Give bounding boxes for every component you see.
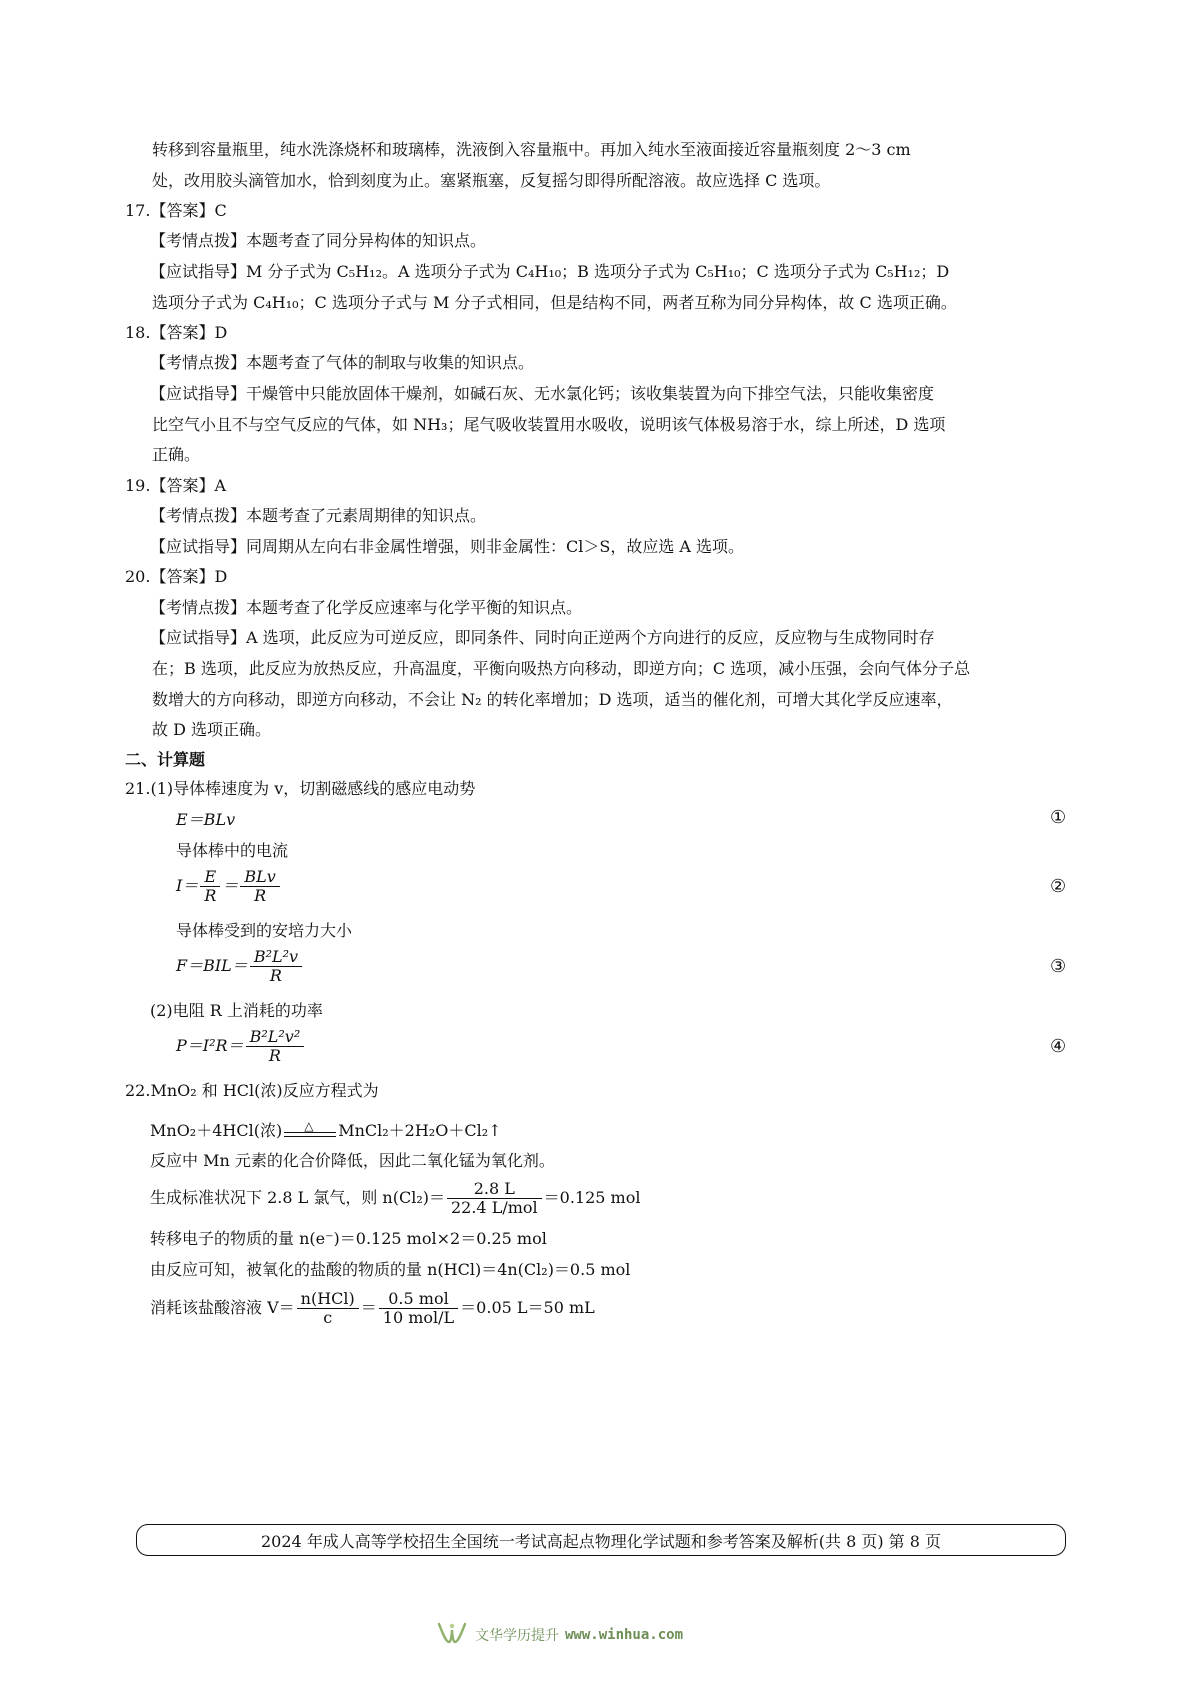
hint-19: 【考情点拨】本题考查了元素周期律的知识点。 xyxy=(150,506,487,525)
hint-17: 【考情点拨】本题考查了同分异构体的知识点。 xyxy=(150,231,487,250)
q22-reaction-equation: MnO₂＋4HCl(浓) △ MnCl₂＋2H₂O＋Cl₂↑ xyxy=(150,1118,502,1140)
watermark-url[interactable]: www.winhua.com xyxy=(565,1627,684,1643)
watermark xyxy=(437,1620,683,1650)
para-line: 转移到容量瓶里，纯水洗涤烧杯和玻璃棒，洗液倒入容量瓶中。再加入纯水至液面接近容量瓶刻度 2～3 cm xyxy=(152,140,911,159)
footer-text: 2024 年成人高等学校招生全国统一考试高起点物理化学试题和参考答案及解析(共 8 页) 第 8 页 xyxy=(260,1532,942,1551)
equation-number-4: ④ xyxy=(1050,1036,1067,1057)
q22-oxidizer-text: 反应中 Mn 元素的化合价降低，因此二氧化锰为氧化剂。 xyxy=(150,1151,555,1170)
answer-19: 19.【答案】A xyxy=(125,476,227,495)
guide-18-line1: 【应试指导】干燥管中只能放固体干燥剂，如碱石灰、无水氯化钙；该收集装置为向下排空气法，只能收集密度 xyxy=(150,384,935,403)
heating-condition-mark: △ xyxy=(282,1125,338,1139)
page-footer xyxy=(136,1524,1066,1556)
hint-18: 【考情点拨】本题考查了气体的制取与收集的知识点。 xyxy=(150,353,535,372)
equation-number-1: ① xyxy=(1050,807,1067,828)
formula-power: P＝I²R＝ $\frac{\text{B²L²v²}}{R}$ xyxy=(176,1026,306,1066)
watermark-text: 文华学历提升 xyxy=(475,1628,559,1644)
guide-19-line1: 【应试指导】同周期从左向右非金属性增强，则非金属性：Cl＞S，故应选 A 选项。 xyxy=(150,537,745,556)
guide-20-line1: 【应试指导】A 选项，此反应为可逆反应，即同条件、同时向正逆两个方向进行的反应，反应物与生成物同时存 xyxy=(150,628,935,647)
equation-number-3: ③ xyxy=(1050,956,1067,977)
formula-emf: E＝BLv xyxy=(176,810,236,829)
guide-18-line3: 正确。 xyxy=(152,445,201,464)
equation-number-2: ② xyxy=(1050,876,1067,897)
winhua-logo-icon xyxy=(437,1620,467,1650)
guide-17-line1: 【应试指导】M 分子式为 C₅H₁₂。A 选项分子式为 C₄H₁₀；B 选项分子式为 C₅H₁₀；C 选项分子式为 C₅H₁₂；D xyxy=(150,262,950,281)
formula-current: I＝ $\frac{E}{R}$ ＝ $\frac{\text{BLv}}{R}$ xyxy=(176,866,282,906)
q22-electron-calc: 转移电子的物质的量 n(e⁻)＝0.125 mol×2＝0.25 mol xyxy=(150,1229,547,1248)
hint-20: 【考情点拨】本题考查了化学反应速率与化学平衡的知识点。 xyxy=(150,598,583,617)
guide-20-line3: 数增大的方向移动，即逆方向移动，不会让 N₂ 的转化率增加；D 选项，适当的催化剂，可增大其化学反应速率， xyxy=(152,690,953,709)
formula-force: F＝BIL＝ $\frac{\text{B²L²v}}{R}$ xyxy=(176,946,304,986)
section-heading: 二、计算题 xyxy=(125,750,206,769)
answer-18: 18.【答案】D xyxy=(125,323,228,342)
guide-18-line2: 比空气小且不与空气反应的气体，如 NH₃；尾气吸收装置用水吸收，说明该气体极易溶于水，综上所述，D 选项 xyxy=(152,415,946,434)
guide-20-line2: 在；B 选项，此反应为放热反应，升高温度，平衡向吸热方向移动，即逆方向；C 选项，减小压强，会向气体分子总 xyxy=(152,659,971,678)
answer-17: 17.【答案】C xyxy=(125,201,227,220)
q22-hcl-calc: 由反应可知，被氧化的盐酸的物质的量 n(HCl)＝4n(Cl₂)＝0.5 mol xyxy=(150,1260,631,1279)
para-line: 处，改用胶头滴管加水，恰到刻度为止。塞紧瓶塞，反复摇匀即得所配溶液。故应选择 C 选项。 xyxy=(152,171,831,190)
q21-current-text: 导体棒中的电流 xyxy=(176,841,289,860)
guide-20-line4: 故 D 选项正确。 xyxy=(152,720,272,739)
q22-chlorine-calc: 生成标准状况下 2.8 L 氯气，则 n(Cl₂)＝ $\frac{2.8 L}{\text{22.4 L/mol}}$ ＝0.125 mol xyxy=(150,1179,641,1217)
q22-volume-calc: 消耗该盐酸溶液 V＝ $\frac{\text{n(HCl)}}{c}$ ＝ $\frac{\text{0.5 mol}}{\text{10 mol/L}}$ ＝0.05 L＝50 mL xyxy=(150,1289,595,1327)
q21-part2-text: (2)电阻 R 上消耗的功率 xyxy=(150,1001,323,1020)
q21-force-text: 导体棒受到的安培力大小 xyxy=(176,921,353,940)
answer-20: 20.【答案】D xyxy=(125,567,228,586)
q21-part1-text: 21.(1)导体棒速度为 v，切割磁感线的感应电动势 xyxy=(125,779,476,798)
q22-intro: 22.MnO₂ 和 HCl(浓)反应方程式为 xyxy=(125,1081,379,1100)
guide-17-line2: 选项分子式为 C₄H₁₀；C 选项分子式与 M 分子式相同，但是结构不同，两者互称为同分异构体，故 C 选项正确。 xyxy=(152,293,957,312)
